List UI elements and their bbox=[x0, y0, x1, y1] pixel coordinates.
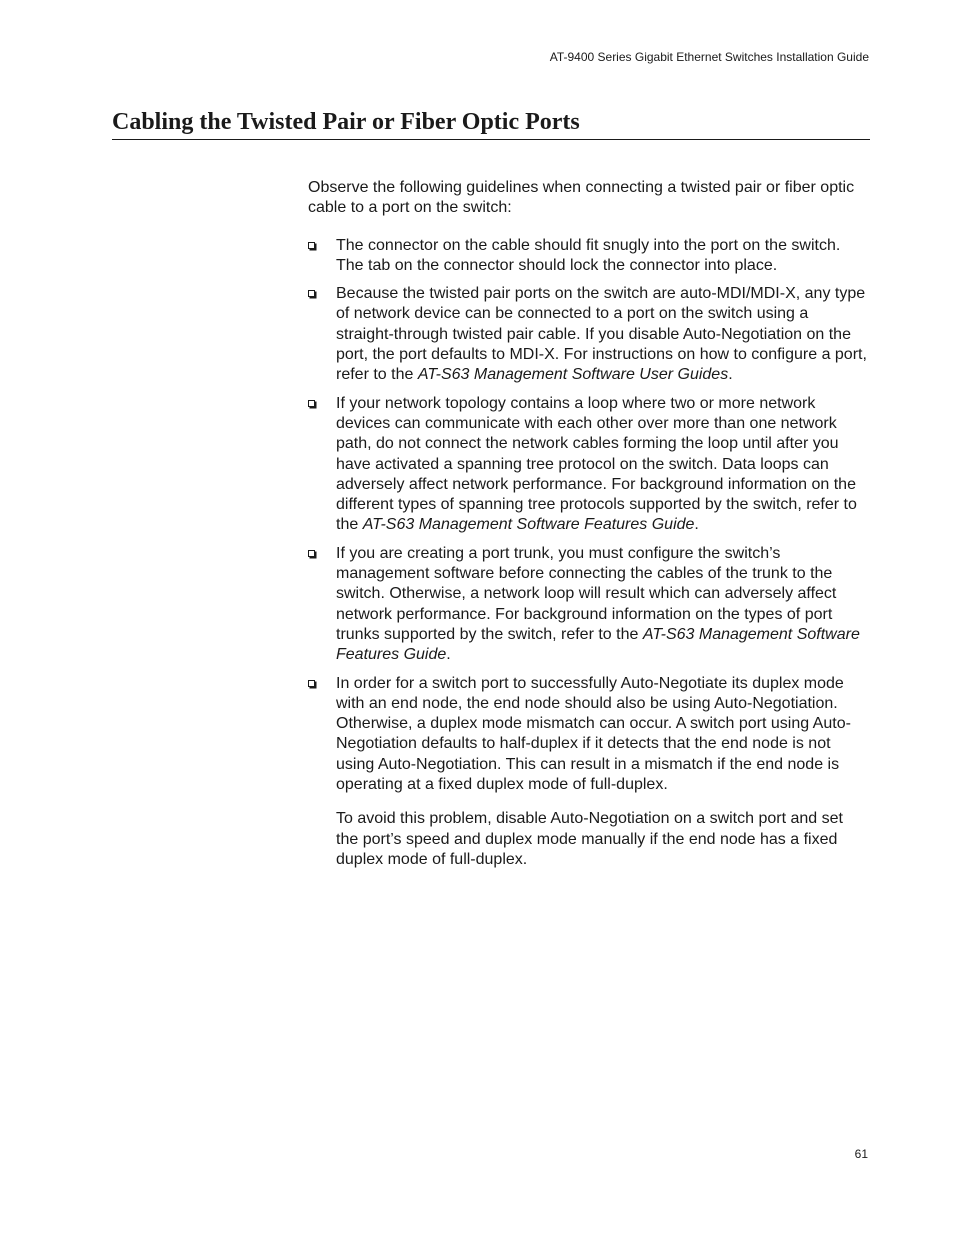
list-item bbox=[308, 236, 868, 277]
intro-paragraph: Observe the following guidelines when connecting a twisted pair or fiber optic cable to a port on the switch: bbox=[308, 179, 855, 217]
checkbox-bullet-icon bbox=[308, 242, 315, 249]
section-title: Cabling the Twisted Pair or Fiber Optic Ports bbox=[112, 107, 870, 140]
checkbox-bullet-icon bbox=[308, 680, 315, 687]
guideline-punctuation: . bbox=[446, 646, 451, 664]
guideline-punctuation: . bbox=[694, 516, 699, 534]
guideline-text: The connector on the cable should fit snugly into the port on the switch. The tab on the connector should lock the connector into place. bbox=[336, 236, 841, 274]
follow-up-paragraph: To avoid this problem, disable Auto-Negotiation on a switch port and set the port’s speed and duplex mode manually if the end node has a fixed duplex mode of full-duplex. bbox=[336, 810, 843, 868]
list-item bbox=[308, 544, 868, 666]
checkbox-bullet-icon bbox=[308, 550, 315, 557]
guideline-punctuation: . bbox=[728, 366, 733, 384]
body-column bbox=[308, 178, 868, 870]
guide-reference: AT-S63 Management Software User Guides bbox=[417, 366, 729, 384]
checkbox-bullet-icon bbox=[308, 290, 315, 297]
guidelines-list bbox=[308, 236, 868, 796]
guideline-text: If you are creating a port trunk, you must configure the switch’s management software before connecting the cables of the trunk to the switch. Otherwise, a network loop will result which can adversely affect network performance. For background information on the types of port trunks supported by the switch, refer to the bbox=[336, 544, 837, 643]
list-item bbox=[308, 674, 868, 796]
page-number: 61 bbox=[854, 1147, 868, 1161]
list-item bbox=[308, 284, 868, 385]
guideline-text: In order for a switch port to successfully Auto-Negotiate its duplex mode with an end node, the end node should also be using Auto-Negotiation. Otherwise, a duplex mode mismatch can occur. A switch port using Auto-Negotiation defaults to half-duplex if it detects that the end node is not using Auto-Negotiation. This can result in a mismatch if the end node is operating at a fixed duplex mode of full-duplex. bbox=[336, 674, 851, 794]
guide-reference: AT-S63 Management Software Features Guide bbox=[362, 516, 695, 534]
guideline-text: If your network topology contains a loop where two or more network devices can communicate with each other over more than one network path, do not connect the network cables forming the loop until after you have activated a spanning tree protocol on the switch. Data loops can adversely affect network performance. For background information on the different types of spanning tree protocols supported by the switch, refer to the bbox=[336, 394, 857, 534]
guide-reference: AT-S63 Management Software Features Guide bbox=[336, 625, 860, 664]
running-header: AT-9400 Series Gigabit Ethernet Switches Installation Guide bbox=[549, 50, 869, 64]
guideline-text: Because the twisted pair ports on the switch are auto-MDI/MDI-X, any type of network device can be connected to a port on the switch using a straight-through twisted pair cable. If you disable Auto-Negotiation on the port, the port defaults to MDI-X. For instructions on how to configure a port, refer to the bbox=[336, 285, 867, 384]
list-item bbox=[308, 394, 868, 536]
checkbox-bullet-icon bbox=[308, 400, 315, 407]
